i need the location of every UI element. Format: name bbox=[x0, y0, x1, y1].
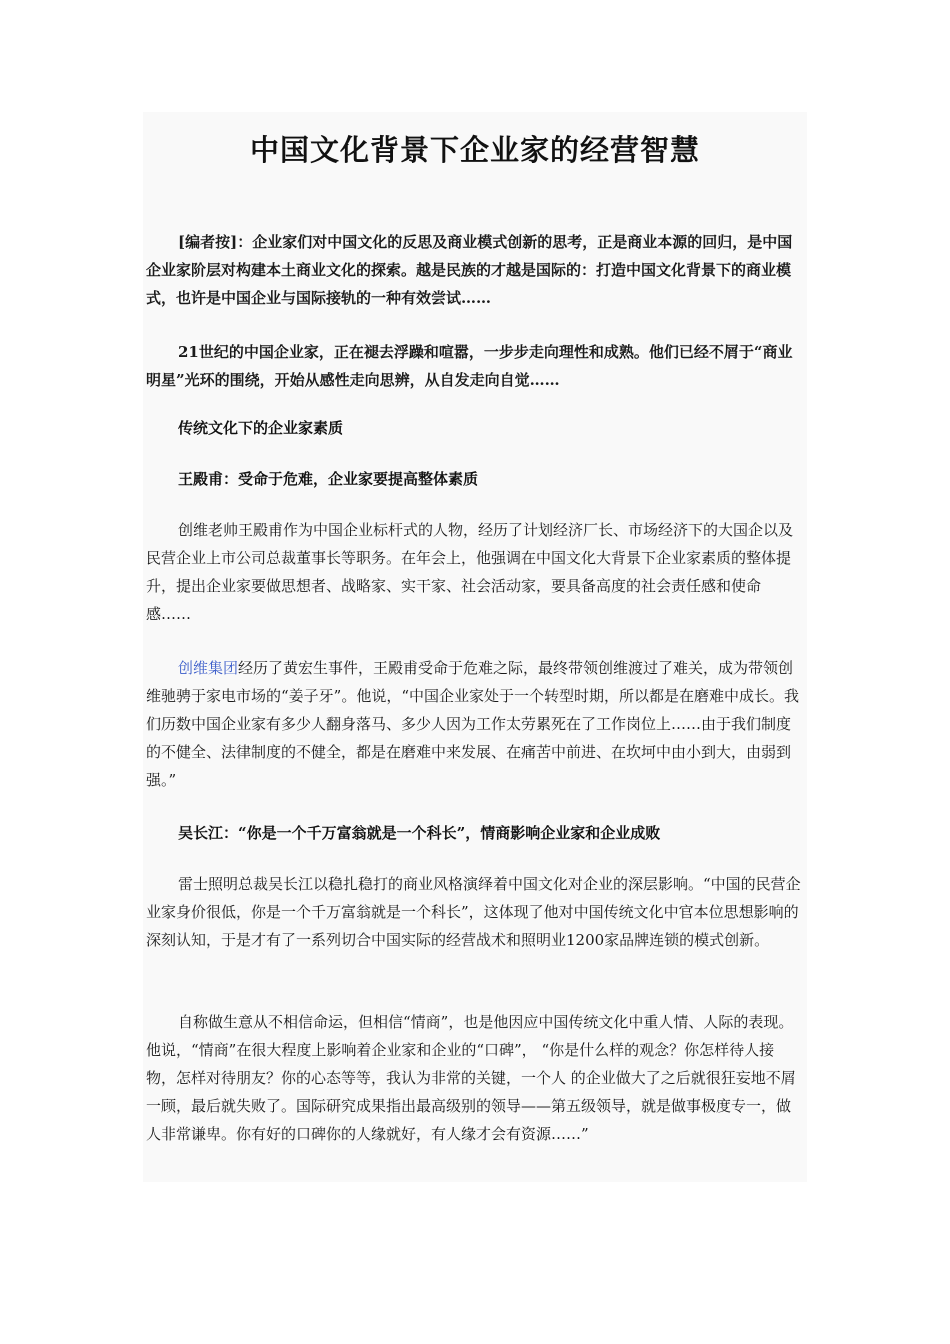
section-title: 传统文化下的企业家素质 bbox=[178, 419, 344, 437]
paragraph-wang-2 bbox=[146, 654, 802, 794]
paragraph-wang-1: 创维老帅王殿甫作为中国企业标杆式的人物，经历了计划经济厂长、市场经济下的大国企以及民营企业上市公司总裁董事长等职务。在年会上，他强调在中国文化大背景下企业家素质的整体提升，提出企业家要做思想者、战略家、实干家、社会活动家，要具备高度的社会责任感和使命感…… bbox=[146, 521, 794, 623]
intro-paragraph: 21世纪的中国企业家，正在褪去浮躁和喧嚣，一步步走向理性和成熟。他们已经不屑于“商业明星”光环的围绕，开始从感性走向思辨，从自发走向自觉…… bbox=[146, 343, 793, 389]
paragraph-wu-2: 自称做生意从不相信命运，但相信“情商”，也是他因应中国传统文化中重人情、人际的表现。他说，“情商”在很大程度上影响着企业家和企业的“口碑”， “你是什么样的观念？你怎样待人接物，怎样对待朋友？你的心态等等，我认为非常的关键，一个人 的企业做大了之后就很狂妄地不屑一顾，最后就失败了。国际研究成果指出最高级别的领导——第五级领导，就是做事极度专一，做人非常谦卑。你有好的口碑你的人缘就好，有人缘才会有资源……” bbox=[146, 1013, 796, 1143]
paragraph-wu-1: 雷士照明总裁吴长江以稳扎稳打的商业风格演绎着中国文化对企业的深层影响。“中国的民营企业家身价很低，你是一个千万富翁就是一个科长”，这体现了他对中国传统文化中官本位思想影响的深刻认知，于是才有了一系列切合中国实际的经营战术和照明业1200家品牌连锁的模式创新。 bbox=[146, 875, 801, 949]
article-title: 中国文化背景下企业家的经营智慧 bbox=[249, 133, 700, 167]
skyworth-group-link[interactable]: 创维集团 bbox=[178, 659, 239, 677]
subheading-wu-changjiang: 吴长江：“你是一个千万富翁就是一个科长”，情商影响企业家和企业成败 bbox=[178, 824, 661, 842]
subheading-wang-dianfu: 王殿甫：受命于危难，企业家要提高整体素质 bbox=[178, 470, 479, 488]
editor-note: [编者按]：企业家们对中国文化的反思及商业模式创新的思考，正是商业本源的回归，是中国企业家阶层对构建本土商业文化的探索。越是民族的才越是国际的：打造中国文化背景下的商业模式，也许是中国企业与国际接轨的一种有效尝试…… bbox=[146, 233, 793, 307]
paragraph-wang-2-text: 经历了黄宏生事件，王殿甫受命于危难之际，最终带领创维渡过了难关，成为带领创维驰骋于家电市场的“姜子牙”。他说，“中国企业家处于一个转型时期，所以都是在磨难中成长。我们历数中国企业家有多少人翻身落马、多少人因为工作太劳累死在了工作岗位上……由于我们制度的不健全、法律制度的不健全，都是在磨难中来发展、在痛苦中前进、在坎坷中由小到大，由弱到强。” bbox=[146, 659, 800, 789]
